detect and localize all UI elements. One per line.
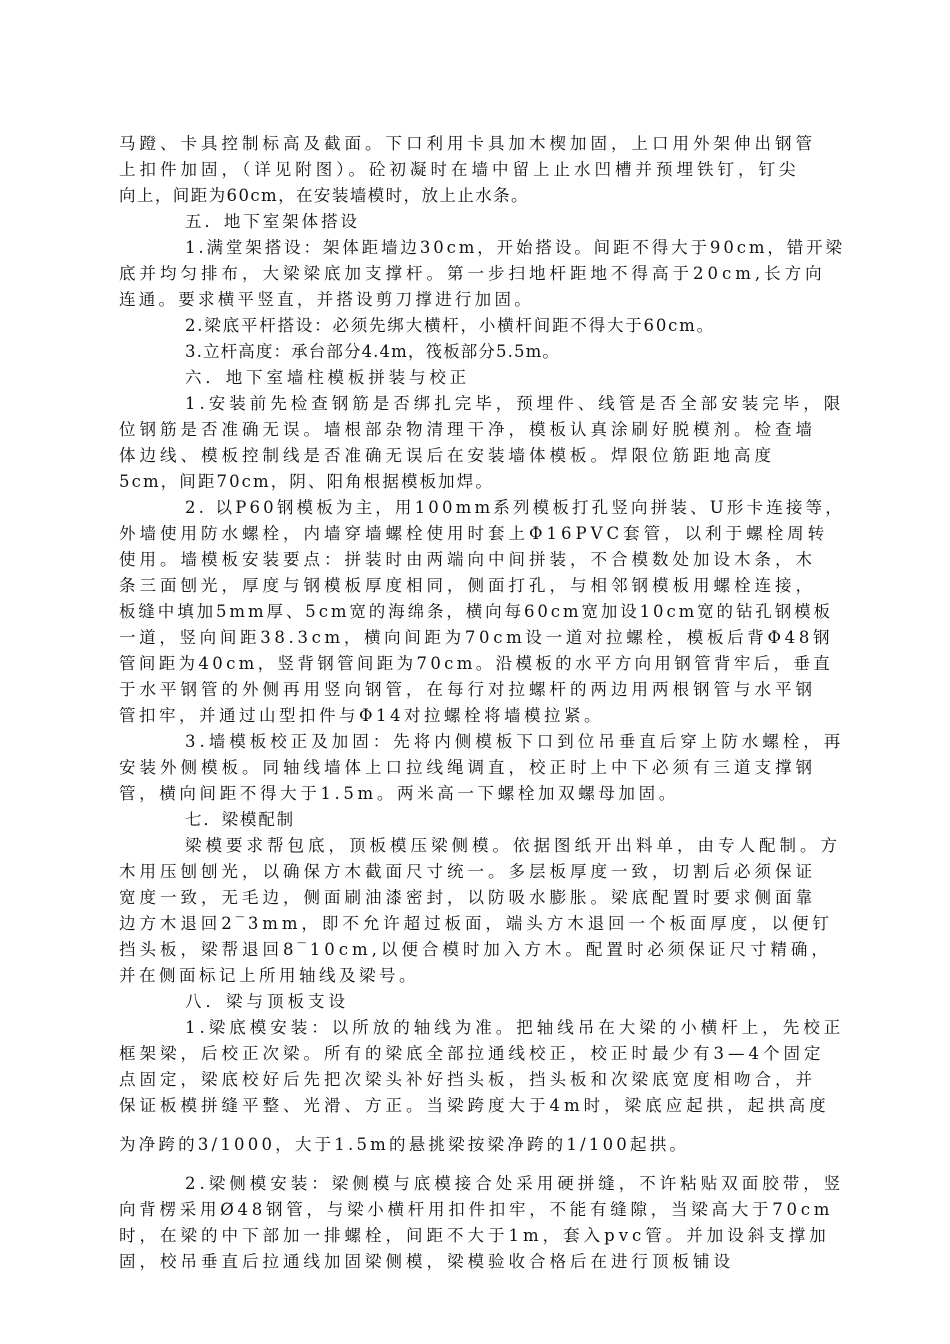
text-line (0, 495, 950, 521)
text-line-content: 5cm，间距70cm，阴、阳角根据模板加焊。 (119, 472, 494, 491)
text-line (0, 261, 950, 287)
text-line (0, 859, 950, 885)
text-line-content: 固，校吊垂直后拉通线加固梁侧模，梁模验收合格后在进行顶板铺设 (119, 1252, 734, 1271)
text-line-content: 管，横向间距不得大于1.5m。两米高一下螺栓加双螺母加固。 (119, 784, 679, 803)
text-line (0, 131, 950, 157)
text-line (0, 1249, 950, 1275)
text-line (0, 417, 950, 443)
text-line (0, 1015, 950, 1041)
text-line (0, 469, 950, 495)
text-line (0, 911, 950, 937)
text-line-content: 保证板模拼缝平整、光滑、方正。当梁跨度大于4m时，梁底应起拱，起拱高度 (119, 1096, 830, 1115)
text-line (0, 287, 950, 313)
text-line (0, 1171, 950, 1197)
text-line (0, 885, 950, 911)
text-line (0, 547, 950, 573)
text-line (0, 157, 950, 183)
text-line (0, 1041, 950, 1067)
text-line-content: 使用。墙模板安装要点：拼装时由两端向中间拼装，不合模数处加设木条，木 (119, 550, 816, 569)
text-line (0, 677, 950, 703)
text-line-content: 梁模要求帮包底，顶板模压梁侧模。依据图纸开出料单，由专人配制。方 (185, 836, 841, 855)
text-line-content: 八．梁与顶板支设 (185, 992, 349, 1011)
text-line-content: 安装外侧模板。同轴线墙体上口拉线绳调直，校正时上中下必须有三道支撑钢 (119, 758, 816, 777)
text-line (0, 781, 950, 807)
text-line-content: 条三面刨光，厚度与钢模板厚度相同，侧面打孔，与相邻钢模板用螺栓连接， (119, 576, 816, 595)
text-line-content: 马蹬、卡具控制标高及截面。下口利用卡具加木楔加固，上口用外架伸出钢管 (119, 134, 816, 153)
text-line (0, 963, 950, 989)
text-line (0, 443, 950, 469)
text-line (0, 807, 950, 833)
text-line (0, 729, 950, 755)
text-line-content: 六．地下室墙柱模板拼装与校正 (185, 368, 471, 387)
text-line-content: 管扣牢，并通过山型扣件与Φ14对拉螺栓将墙模拉紧。 (119, 706, 605, 725)
text-line-content: 1.梁底模安装：以所放的轴线为准。把轴线吊在大梁的小横杆上，先校正 (185, 1018, 845, 1037)
text-line-content: 点固定，梁底校好后先把次梁头补好挡头板，挡头板和次梁底宽度相吻合，并 (119, 1070, 816, 1089)
text-line-content: 底并均匀排布，大梁梁底加支撑杆。第一步扫地杆距地不得高于20cm,长方向 (119, 264, 826, 283)
text-line-content: 2. 以P60钢模板为主，用100mm系列模板打孔竖向拼装、U形卡连接等， (185, 498, 845, 517)
text-line-content: 于水平钢管的外侧再用竖向钢管，在每行对拉螺杆的两边用两根钢管与水平钢 (119, 680, 816, 699)
text-line (0, 1067, 950, 1093)
text-line-content: 为净跨的3/1000，大于1.5m的悬挑梁按梁净跨的1/100起拱。 (119, 1135, 690, 1154)
text-line (0, 1132, 950, 1158)
text-line (0, 1223, 950, 1249)
text-line (0, 989, 950, 1015)
text-line (0, 625, 950, 651)
text-line-content: 框架梁，后校正次梁。所有的梁底全部拉通线校正，校正时最少有3—4个固定 (119, 1044, 825, 1063)
text-line-content: 3.墙模板校正及加固：先将内侧模板下口到位吊垂直后穿上防水螺栓，再 (185, 732, 845, 751)
text-line (0, 833, 950, 859)
text-line-content: 并在侧面标记上所用轴线及梁号。 (119, 966, 419, 985)
text-line (0, 339, 950, 365)
text-line (0, 937, 950, 963)
text-line-content: 边方木退回2‾3mm，即不允许超过板面，端头方木退回一个板面厚度，以便钉 (119, 914, 833, 933)
text-line (0, 391, 950, 417)
text-line-content: 3.立杆高度：承台部分4.4m，筏板部分5.5m。 (185, 342, 561, 361)
text-line (0, 365, 950, 391)
text-line-content: 2.梁侧模安装：梁侧模与底模接合处采用硬拼缝，不许粘贴双面胶带，竖 (185, 1174, 845, 1193)
text-line (0, 651, 950, 677)
text-line (0, 1093, 950, 1119)
text-line-content: 上扣件加固，（详见附图）。砼初凝时在墙中留上止水凹槽并预埋铁钉，钉尖 (119, 160, 800, 179)
text-line (0, 599, 950, 625)
text-line (0, 209, 950, 235)
text-line (0, 235, 950, 261)
text-line-content: 管间距为40cm，竖背钢管间距为70cm。沿模板的水平方向用钢管背牢后，垂直 (119, 654, 834, 673)
text-line-content: 向背楞采用Ø48钢管，与梁小横杆用扣件扣牢，不能有缝隙，当梁高大于70cm (119, 1200, 834, 1219)
text-line-content: 宽度一致，无毛边，侧面刷油漆密封，以防吸水膨胀。梁底配置时要求侧面靠 (119, 888, 816, 907)
text-line-content: 一道，竖向间距38.3cm，横向间距为70cm设一道对拉螺栓，模板后背Φ48钢 (119, 628, 834, 647)
text-line-content: 1.安装前先检查钢筋是否绑扎完毕，预埋件、线管是否全部安装完毕，限 (185, 394, 845, 413)
text-line (0, 1197, 950, 1223)
text-line-content: 板缝中填加5mm厚、5cm宽的海绵条，横向每60cm宽加设10cm宽的钻孔钢模板 (119, 602, 833, 621)
text-line (0, 573, 950, 599)
text-line (0, 521, 950, 547)
text-line-content: 2.梁底平杆搭设：必须先绑大横杆，小横杆间距不得大于60cm。 (185, 316, 715, 335)
text-line-content: 连通。要求横平竖直，并搭设剪刀撑进行加固。 (119, 290, 534, 309)
text-line-content: 位钢筋是否准确无误。墙根部杂物清理干净，模板认真涂刷好脱模剂。检查墙 (119, 420, 816, 439)
text-line (0, 183, 950, 209)
text-line-content: 五．地下室架体搭设 (185, 212, 360, 231)
text-line-content: 挡头板，梁帮退回8‾10cm,以便合模时加入方木。配置时必须保证尺寸精确， (119, 940, 832, 959)
text-line-content: 七．梁模配制 (185, 810, 295, 829)
text-line-content: 时，在梁的中下部加一排螺栓，间距不大于1m，套入pvc管。并加设斜支撑加 (119, 1226, 830, 1245)
text-line-content: 外墙使用防水螺栓，内墙穿墙螺栓使用时套上Φ16PVC套管，以利于螺栓周转 (119, 524, 829, 543)
text-line (0, 755, 950, 781)
text-line-content: 向上，间距为60cm，在安装墙模时，放上止水条。 (119, 186, 529, 205)
text-line-content: 1.满堂架搭设：架体距墙边30cm，开始搭设。间距不得大于90cm，错开梁 (185, 238, 845, 257)
text-line-content: 木用压刨刨光，以确保方木截面尺寸统一。多层板厚度一致，切割后必须保证 (119, 862, 816, 881)
text-line (0, 313, 950, 339)
text-line-content: 体边线、模板控制线是否准确无误后在安装墙体模板。焊限位筋距地高度 (119, 446, 775, 465)
text-line (0, 703, 950, 729)
